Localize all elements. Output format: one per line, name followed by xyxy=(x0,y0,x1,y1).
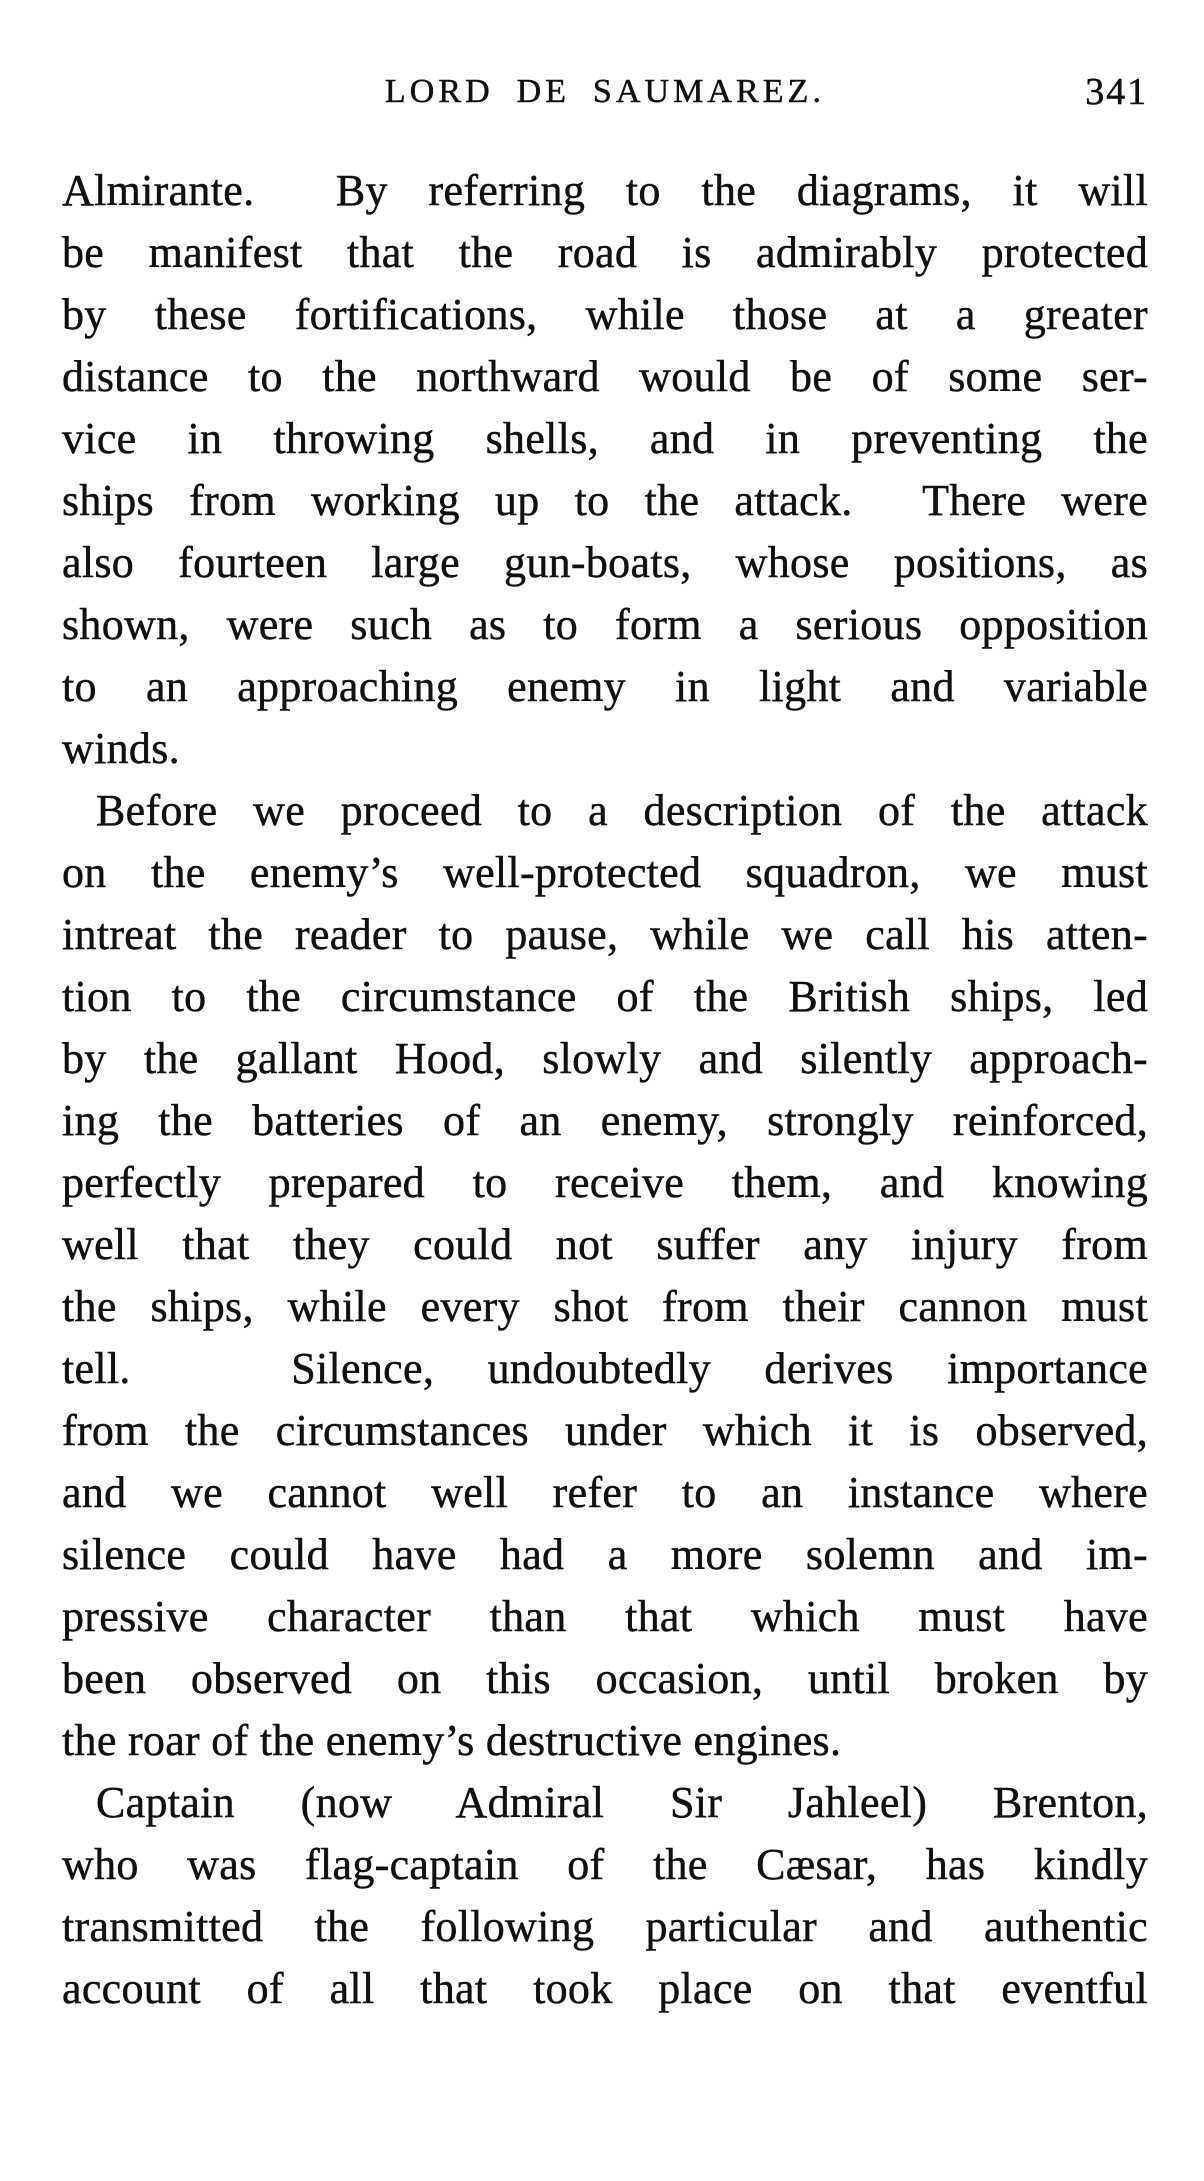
text-line: Captain (now Admiral Sir Jahleel) Brenton, xyxy=(96,1778,1148,1827)
text-line: pressive character than that which must have xyxy=(62,1592,1148,1641)
text-line: from the circumstances under which it is observed, xyxy=(62,1406,1148,1455)
text-body xyxy=(62,160,1148,2020)
text-line: ships from working up to the attack. There were xyxy=(62,476,1148,525)
text-line: and we cannot well refer to an instance where xyxy=(62,1468,1148,1517)
text-line: shown, were such as to form a serious opposition xyxy=(62,600,1148,649)
text-line: also fourteen large gun-boats, whose positions, as xyxy=(62,538,1148,587)
running-header-title: LORD DE SAUMAREZ. xyxy=(384,73,826,110)
page-header xyxy=(62,70,1148,114)
text-line: winds. xyxy=(62,724,180,773)
text-line: tion to the circumstance of the British ships, led xyxy=(62,972,1148,1021)
text-line: distance to the northward would be of some ser- xyxy=(62,352,1148,401)
text-line: the roar of the enemy’s destructive engines. xyxy=(62,1716,842,1765)
text-line: well that they could not suffer any injury from xyxy=(62,1220,1148,1269)
text-line: tell. Silence, undoubtedly derives importance xyxy=(62,1344,1148,1393)
text-line: by these fortifications, while those at a greater xyxy=(62,290,1148,339)
text-line: ing the batteries of an enemy, strongly reinforced, xyxy=(62,1096,1148,1145)
text-line: account of all that took place on that eventful xyxy=(62,1964,1148,2013)
text-line: vice in throwing shells, and in preventing the xyxy=(62,414,1148,463)
text-line: transmitted the following particular and authentic xyxy=(62,1902,1148,1951)
text-line: silence could have had a more solemn and im- xyxy=(62,1530,1148,1579)
text-line: been observed on this occasion, until broken by xyxy=(62,1654,1148,1703)
text-line: by the gallant Hood, slowly and silently approach- xyxy=(62,1034,1148,1083)
text-line: intreat the reader to pause, while we call his atten- xyxy=(62,910,1148,959)
text-line: perfectly prepared to receive them, and knowing xyxy=(62,1158,1148,1207)
text-line: be manifest that the road is admirably protected xyxy=(62,228,1148,277)
text-line: Before we proceed to a description of the attack xyxy=(96,786,1148,835)
text-line: on the enemy’s well-protected squadron, we must xyxy=(62,848,1148,897)
page-number: 341 xyxy=(1085,71,1148,113)
text-line: the ships, while every shot from their cannon must xyxy=(62,1282,1148,1331)
text-line: to an approaching enemy in light and variable xyxy=(62,662,1148,711)
text-line: who was flag-captain of the Cæsar, has kindly xyxy=(62,1840,1148,1889)
text-line: Almirante. By referring to the diagrams, it will xyxy=(62,166,1148,215)
